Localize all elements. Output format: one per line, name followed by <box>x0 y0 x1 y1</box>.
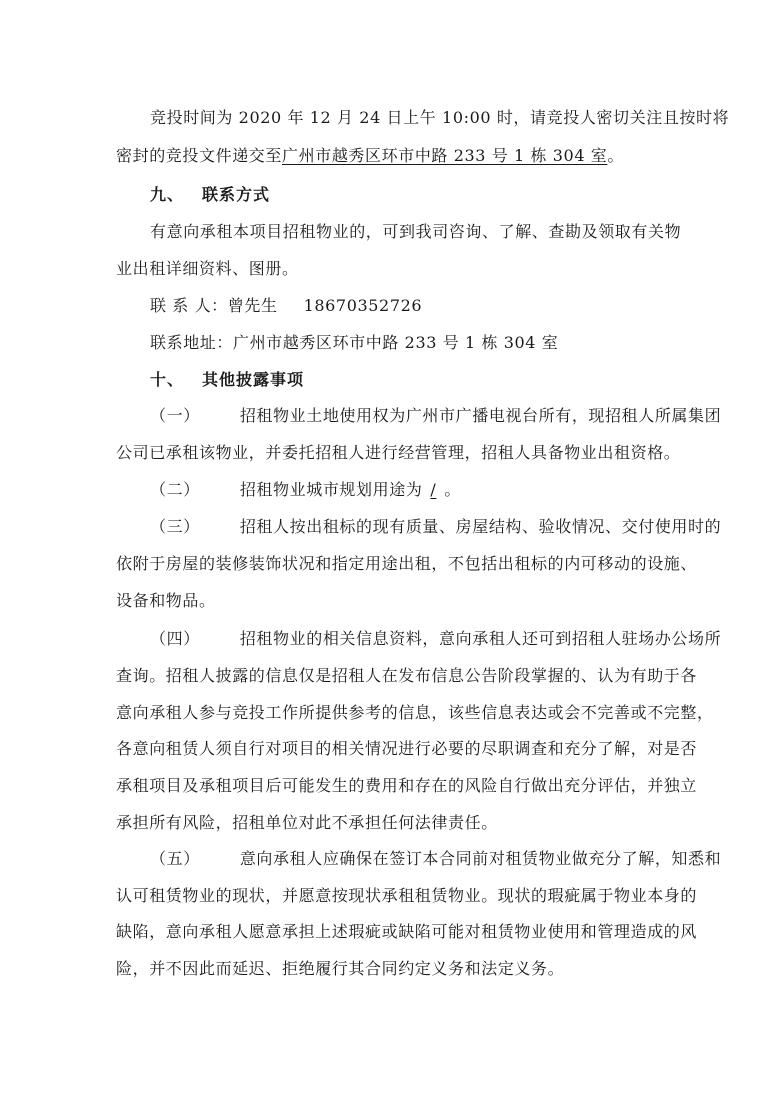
item-2-line <box>150 479 461 501</box>
item-4-line-3: 意向承租人参与竞投工作所提供参考的信息，该些信息表达或会不完善或不完整， <box>116 703 714 722</box>
section-10-title: 其他披露事项 <box>202 370 305 389</box>
section-9-heading <box>150 184 270 206</box>
section-9-para-line-2: 业出租详细资料、图册。 <box>116 259 299 278</box>
item-4-line-2: 查询。招租人披露的信息仅是招租人在发布信息公告阶段掌握的、认为有助于各 <box>116 666 698 685</box>
contact-phone: 18670352726 <box>303 296 423 315</box>
item-2-blank: / <box>430 480 437 499</box>
item-5-line-2: 认可租赁物业的现状，并愿意按现状承租租赁物业。现状的瑕疵属于物业本身的 <box>116 886 698 905</box>
section-9-para-line-1: 有意向承租本项目招租物业的，可到我司咨询、了解、查勘及领取有关物 <box>150 222 682 241</box>
contact-address: 联系地址：广州市越秀区环市中路 233 号 1 栋 304 室 <box>150 333 559 352</box>
item-4-line-4: 各意向租赁人须自行对项目的相关情况进行必要的尽职调查和充分了解，对是否 <box>116 739 698 758</box>
item-5-line-1 <box>150 848 721 870</box>
item-3-label: （三） <box>150 517 200 536</box>
item-5-line-3: 缺陷，意向承租人愿意承担上述瑕疵或缺陷可能对租赁物业使用和管理造成的风 <box>116 922 698 941</box>
bidding-line-1: 竞投时间为 2020 年 12 月 24 日上午 10:00 时，请竞投人密切关注且按时将 <box>150 108 730 127</box>
item-3-line-3: 设备和物品。 <box>116 591 216 610</box>
item-1-label: （一） <box>150 406 200 425</box>
item-4-line-1 <box>150 628 721 650</box>
item-1-line-2: 公司已承租该物业，并委托招租人进行经营管理，招租人具备物业出租资格。 <box>116 443 681 462</box>
bidding-line-2 <box>116 145 624 167</box>
section-10-heading <box>150 369 304 391</box>
item-2-suffix: 。 <box>444 480 462 499</box>
section-9-number: 九、 <box>150 185 185 204</box>
section-9-title: 联系方式 <box>202 185 271 204</box>
item-4-line-6: 承担所有风险，招租单位对此不承担任何法律责任。 <box>116 813 498 832</box>
item-5-line-4: 险，并不因此而延迟、拒绝履行其合同约定义务和法定义务。 <box>116 959 565 978</box>
bidding-suffix: 。 <box>607 146 624 165</box>
section-10-number: 十、 <box>150 370 185 389</box>
bidding-address: 广州市越秀区环市中路 233 号 1 栋 304 室 <box>282 146 608 165</box>
item-5-text: 意向承租人应确保在签订本合同前对租赁物业做充分了解，知悉和 <box>239 849 722 868</box>
contact-person: 联 系 人：曾先生 <box>150 296 278 315</box>
item-1-text: 招租物业土地使用权为广州市广播电视台所有，现招租人所属集团 <box>239 406 722 425</box>
item-4-label: （四） <box>150 629 200 648</box>
item-4-text: 招租物业的相关信息资料，意向承租人还可到招租人驻场办公场所 <box>239 629 722 648</box>
item-3-text: 招租人按出租标的现有质量、房屋结构、验收情况、交付使用时的 <box>239 517 722 536</box>
item-5-label: （五） <box>150 849 200 868</box>
contact-person-line <box>150 295 422 317</box>
item-4-line-5: 承租项目及承租项目后可能发生的费用和存在的风险自行做出充分评估，并独立 <box>116 776 698 795</box>
item-2-prefix: 招租物业城市规划用途为 <box>239 480 423 499</box>
item-3-line-1 <box>150 516 721 538</box>
item-1-line-1 <box>150 405 721 427</box>
bidding-prefix: 密封的竞投文件递交至 <box>116 146 283 165</box>
item-2-label: （二） <box>150 480 200 499</box>
item-3-line-2: 依附于房屋的装修装饰状况和指定用途出租，不包括出租标的内可移动的设施、 <box>116 554 698 573</box>
